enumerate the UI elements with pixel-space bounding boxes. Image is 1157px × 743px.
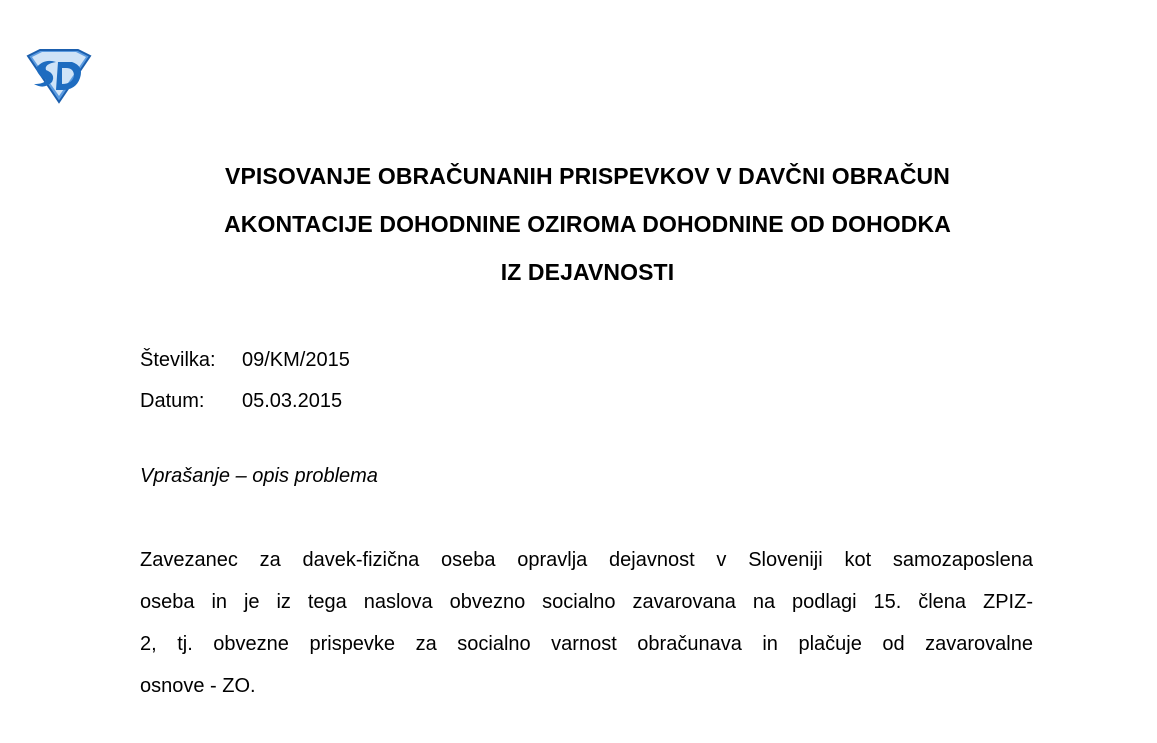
number-label: Številka: [140,349,216,371]
date-row [140,381,350,422]
number-row [140,340,350,381]
section-heading: Vprašanje – opis problema [140,465,378,487]
date-value: 05.03.2015 [242,390,343,412]
number-value: 09/KM/2015 [242,349,350,371]
title-line-2: AKONTACIJE DOHODNINE OZIROMA DOHODNINE OD DOHODKA [224,211,951,237]
sd-logo-icon [22,48,96,106]
title-line-3: IZ DEJAVNOSTI [500,259,675,285]
date-label: Datum: [140,390,205,412]
document-title [120,152,1055,296]
paragraph-line-4: osnove - ZO. [140,675,256,697]
body-paragraph [140,539,1033,707]
paragraph-line-1: Zavezanec za davek-fizična oseba opravlja dejavnost v Sloveniji kot samozaposlena [140,549,1033,571]
document-meta [140,340,350,422]
title-line-1: VPISOVANJE OBRAČUNANIH PRISPEVKOV V DAVČNI OBRAČUN [225,163,950,189]
paragraph-line-2: oseba in je iz tega naslova obvezno socialno zavarovana na podlagi 15. člena ZPIZ- [140,591,1033,613]
paragraph-line-3: 2, tj. obvezne prispevke za socialno varnost obračunava in plačuje od zavarovalne [140,633,1033,655]
